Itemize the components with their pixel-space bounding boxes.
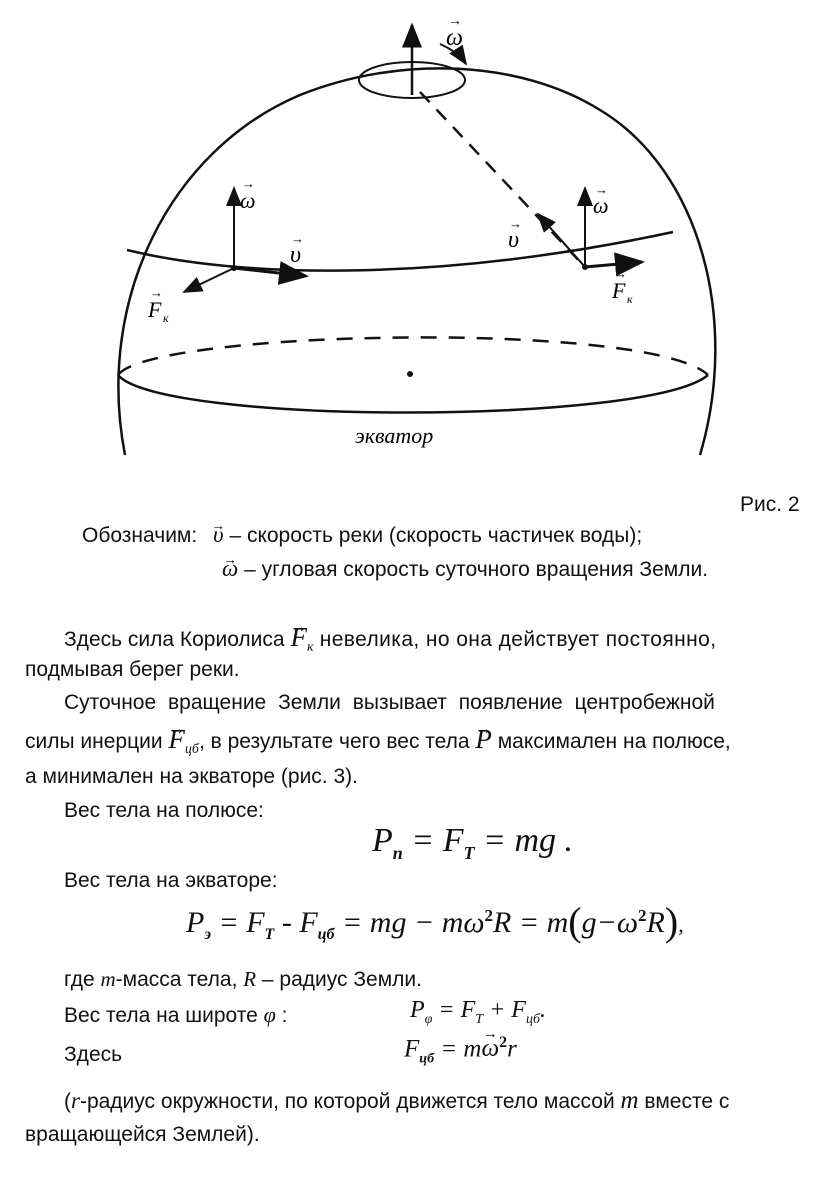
eq3-t-sub: T — [475, 1011, 484, 1027]
eq1-f: F — [442, 822, 464, 859]
eq2-r: R = m — [493, 906, 569, 939]
p2-text-c: , в результате чего вес тела — [198, 730, 476, 753]
eq3-p: P — [410, 997, 425, 1023]
equation-latitude — [410, 997, 546, 1028]
paragraph-2-line-2 — [25, 726, 731, 763]
pole-omega-arrow: → — [448, 14, 462, 29]
equator-front — [118, 375, 708, 413]
weight-symbol: → P — [475, 726, 492, 752]
right-fk-arrow: → — [614, 266, 627, 281]
right-v-label: υ — [508, 227, 520, 253]
p1-text-a: Здесь сила Кориолиса — [64, 628, 291, 651]
right-v-arrow: → — [509, 216, 522, 231]
where-m: m — [100, 967, 116, 991]
latitude-label — [64, 1002, 287, 1029]
left-fk-label: F — [148, 297, 162, 322]
pole-label: Вес тела на полюсе: — [64, 799, 264, 822]
where-R: R — [243, 967, 257, 991]
legend-lead: Обозначим: — [82, 524, 198, 547]
legend-omega-text: – угловая скорость суточного вращения Земли. — [238, 558, 709, 581]
p2-text-b: силы инерции — [25, 730, 169, 753]
eq4-omega: → ω — [482, 1035, 500, 1063]
lat-label-text: Вес тела на широте — [64, 1004, 264, 1027]
coriolis-force-symbol: → F — [290, 624, 307, 650]
eq3-rest1: = F — [438, 997, 476, 1023]
equator-back-dashed — [118, 337, 708, 375]
figure-caption: Рис. 2 — [740, 493, 800, 516]
p3-r: r — [71, 1088, 80, 1113]
paragraph-2-line-1: Суточное вращение Земли вызывает появление центробежной — [64, 691, 715, 714]
where-a: где — [64, 968, 101, 991]
p3-a: ( — [64, 1090, 71, 1113]
eq2-p: P — [186, 906, 205, 939]
right-fk-sub: к — [627, 292, 633, 306]
left-v-arrow: → — [291, 231, 304, 246]
here-label: Здесь — [64, 1043, 123, 1066]
p1-text-b: невелика, но она действует постоянно, — [313, 628, 717, 651]
where-line — [64, 966, 422, 993]
equator-label: экватор — [355, 423, 434, 448]
eq3-cb-sub: цб — [525, 1011, 540, 1027]
where-b: -масса тела, — [115, 968, 244, 991]
eq2-rest: = mg − mω — [342, 906, 485, 939]
eq1-rest: = mg . — [483, 822, 574, 859]
eq4-f: F — [404, 1035, 420, 1063]
eq3-p-sub: φ — [424, 1011, 433, 1027]
eq2-comma: , — [678, 912, 684, 937]
eq2-square-2: 2 — [638, 906, 647, 925]
left-fk-sub: к — [163, 311, 169, 325]
where-c: – радиус Земли. — [256, 968, 422, 991]
eq2-mid: = F — [218, 906, 265, 939]
pole-to-point-dashed-line — [420, 92, 585, 267]
eq4-r: r — [507, 1035, 517, 1063]
latitude-parallel — [127, 232, 673, 271]
eq3-plus: + F — [489, 997, 526, 1023]
paragraph-1-line-2: подмывая берег реки. — [25, 658, 240, 681]
eq4-square: 2 — [499, 1034, 508, 1051]
equator-weight-label: Вес тела на экваторе: — [64, 869, 278, 892]
eq2-p-sub: э — [204, 926, 211, 943]
paragraph-2-line-3: а минимален на экваторе (рис. 3). — [25, 765, 358, 788]
right-fk-label: F — [612, 278, 626, 303]
lat-colon: : — [275, 1004, 288, 1027]
eq1-f-sub: Т — [463, 842, 475, 863]
right-omega-label: ω — [593, 193, 609, 218]
p3-m: m — [620, 1087, 639, 1114]
eq2-end: R — [646, 906, 665, 939]
equation-centrifugal — [404, 1034, 517, 1067]
eq4-f-sub: цб — [419, 1051, 435, 1067]
sphere-outline — [118, 68, 715, 455]
equation-equator: $P_э = F_T - F_{цб}$ = mg − $m\omega^2R = m(g-\omega^2R)$, — [186, 899, 684, 944]
pole-omega-label: ω — [446, 25, 463, 51]
earth-center — [407, 371, 413, 377]
p3-b: -радиус окружности, по которой движется тело массой — [79, 1090, 621, 1113]
eq2-t-sub: T — [264, 926, 275, 943]
right-omega-arrow: → — [595, 182, 608, 197]
eq1-p: P — [372, 822, 393, 859]
earth-rotation-figure — [0, 0, 821, 470]
eq2-minus: - F — [281, 906, 318, 939]
left-fk-vector — [184, 268, 234, 292]
eq2-paren: g−ω — [581, 906, 639, 939]
legend-line-omega — [222, 556, 708, 583]
centrifugal-force-subscript: цб — [184, 742, 199, 758]
left-omega-arrow: → — [242, 176, 255, 191]
eq4-eq: = m — [440, 1035, 482, 1063]
p2-text-d: максимален на полюсе, — [491, 730, 731, 753]
closing-line-1 — [64, 1088, 729, 1115]
left-v-label: υ — [290, 242, 302, 268]
legend-line-v — [82, 522, 642, 549]
eq2-cb-sub: цб — [317, 926, 335, 943]
equation-pole: $P_п = F_Т$ = mg . — [372, 822, 574, 863]
lat-phi: φ — [263, 1002, 276, 1027]
legend-v-symbol: → υ — [213, 522, 224, 548]
eq3-dot: . — [539, 997, 546, 1023]
right-v-vector — [538, 214, 585, 267]
eq2-square: 2 — [484, 906, 494, 925]
coriolis-force-subscript: к — [306, 640, 314, 656]
centrifugal-force-symbol: → F — [168, 726, 185, 752]
left-omega-label: ω — [240, 188, 256, 213]
left-fk-arrow: → — [150, 285, 163, 300]
legend-omega-symbol: → ω — [222, 556, 238, 582]
closing-line-2: вращающейся Землей). — [25, 1123, 260, 1146]
paragraph-1-line-1 — [64, 624, 804, 661]
p3-c: вместе с — [638, 1090, 730, 1113]
eq1-p-sub: п — [392, 842, 403, 863]
legend-v-text: – скорость реки (скорость частичек воды); — [223, 524, 643, 547]
